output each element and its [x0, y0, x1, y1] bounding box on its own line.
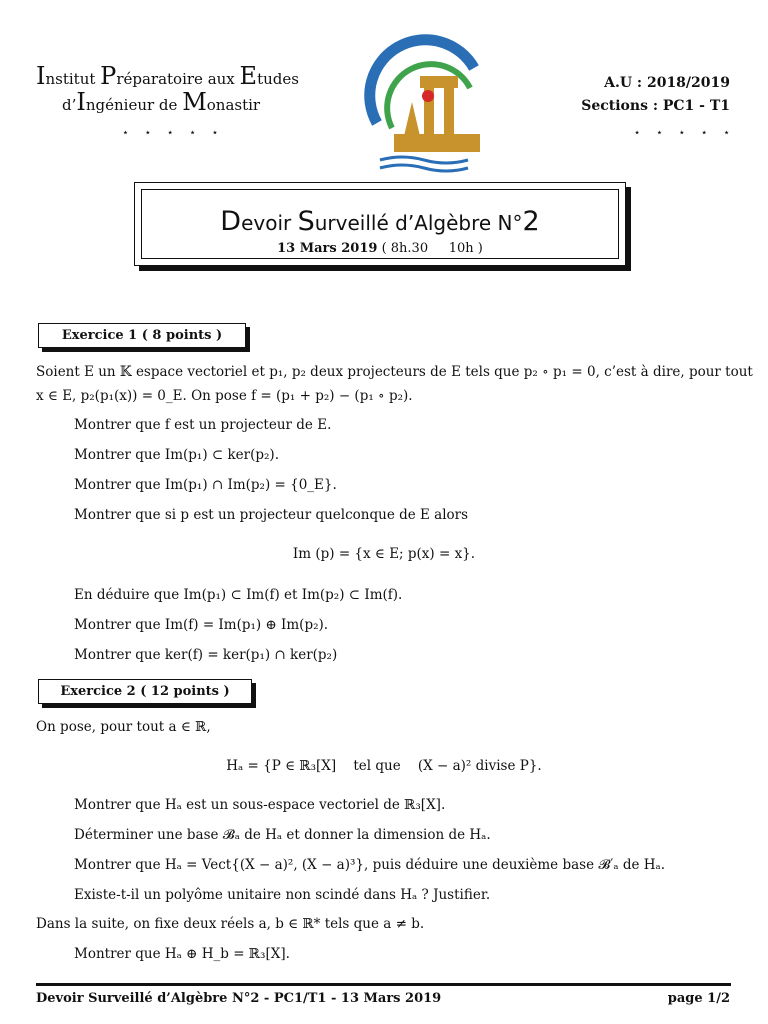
word-preparatoire: réparatoire aux — [116, 70, 240, 88]
ex1-question-3: Montrer que Im(p₁) ∩ Im(p₂) = {0_E}. — [74, 477, 337, 493]
ex1-equation: Im (p) = {x ∈ E; p(x) = x}. — [292, 546, 476, 562]
initial-i: I — [36, 62, 46, 90]
ex2-question-4: Existe-t-il un polyôme unitaire non scindé dans Hₐ ? Justifier. — [74, 887, 491, 903]
page-number: page 1/2 — [667, 991, 730, 1006]
ex2-intro-2: Dans la suite, on fixe deux réels a, b ∈ ℝ* tels que a ≠ b. — [36, 916, 425, 932]
sections: Sections : PC1 - T1 — [581, 98, 730, 114]
word-d: d’ — [62, 96, 77, 114]
ex1-question-7: Montrer que ker(f) = ker(p₁) ∩ ker(p₂) — [74, 647, 338, 663]
ex2-equation: Hₐ = {P ∈ ℝ₃[X] tel que (X − a)² divise P}. — [226, 758, 542, 774]
title-number: 2 — [522, 206, 540, 237]
ex1-intro-line1: Soient E un 𝕂 espace vectoriel et p₁, p₂ deux projecteurs de E tels que p₂ ∘ p₁ = 0, c’est à dire, pour tout — [36, 364, 753, 380]
exam-title — [142, 206, 618, 237]
word-onastir: onastir — [206, 96, 261, 114]
ex2-question-5: Montrer que Hₐ ⊕ H_b = ℝ₃[X]. — [74, 946, 290, 962]
initial-m: M — [182, 88, 207, 116]
exercise-2-label: Exercice 2 ( 12 points ) — [38, 679, 252, 704]
institute-name-line1 — [36, 62, 299, 90]
title-initial-s: S — [297, 206, 315, 237]
ex2-question-1: Montrer que Hₐ est un sous-espace vectoriel de ℝ₃[X]. — [74, 797, 446, 813]
ex2-question-2: Déterminer une base 𝓑ₐ de Hₐ et donner la dimension de Hₐ. — [74, 827, 491, 843]
ex1-question-4: Montrer que si p est un projecteur quelconque de E alors — [74, 507, 469, 523]
ex2-question-3: Montrer que Hₐ = Vect{(X − a)², (X − a)³}, puis déduire une deuxième base 𝓑′ₐ de Hₐ. — [74, 857, 666, 873]
title-inner — [141, 189, 619, 259]
exam-date — [142, 241, 618, 256]
word-nstitut: nstitut — [45, 70, 101, 88]
institute-name-line2 — [62, 88, 260, 116]
stars-right: ⋆ ⋆ ⋆ ⋆ ⋆ — [633, 126, 736, 139]
title-initial-d: D — [220, 206, 242, 237]
title-word-urveille: urveillé d’Algèbre N° — [314, 211, 523, 235]
ex1-question-5: En déduire que Im(p₁) ⊂ Im(f) et Im(p₂) ⊂ Im(f). — [74, 587, 403, 603]
ex1-question-1: Montrer que f est un projecteur de E. — [74, 417, 332, 433]
academic-year: A.U : 2018/2019 — [604, 75, 730, 91]
ex1-intro-line2: x ∈ E, p₂(p₁(x)) = 0_E. On pose f = (p₁ + p₂) − (p₁ ∘ p₂). — [36, 388, 413, 404]
initial-p: P — [100, 62, 117, 90]
ex1-question-2: Montrer que Im(p₁) ⊂ ker(p₂). — [74, 447, 279, 463]
stars-left: ⋆ ⋆ ⋆ ⋆ ⋆ — [122, 126, 225, 139]
initial-i2: I — [76, 88, 86, 116]
ex2-intro: On pose, pour tout a ∈ ℝ, — [36, 719, 211, 735]
word-tudes: tudes — [257, 70, 299, 88]
exercise-1-label: Exercice 1 ( 8 points ) — [38, 323, 246, 348]
word-ngenieur: ngénieur de — [85, 96, 183, 114]
institute-logo — [362, 28, 492, 178]
ex1-question-6: Montrer que Im(f) = Im(p₁) ⊕ Im(p₂). — [74, 617, 329, 633]
initial-e: E — [239, 62, 258, 90]
footer-rule — [36, 983, 731, 986]
time-text: ( 8h.30 10h ) — [381, 241, 483, 256]
footer-title: Devoir Surveillé d’Algèbre N°2 - PC1/T1 - 13 Mars 2019 — [36, 991, 442, 1006]
date-text: 13 Mars 2019 — [277, 241, 378, 256]
title-word-evoir: evoir — [241, 211, 298, 235]
title-box — [134, 182, 626, 266]
